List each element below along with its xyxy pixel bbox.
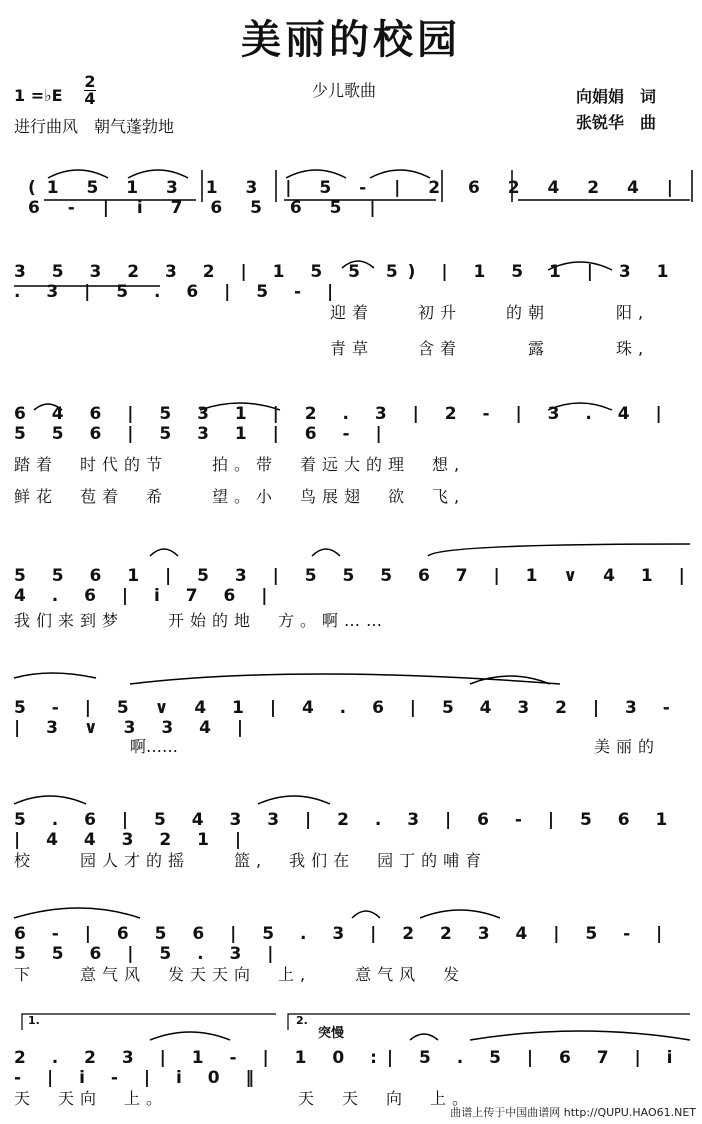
system-2-lyrics-verse-1: 迎着 初升 的朝 阳,	[330, 303, 650, 322]
system-8-lyrics-ending-1: 天 天向 上。	[14, 1089, 169, 1108]
system-1-notes: (1 5 1 3 1 3 | 5 - | 2 6 2 4 2 4 | 6 - | i 7 6 5 6 5 |	[28, 178, 684, 218]
system-3-notes: 6 4 6 | 5 3 1 | 2 . 3 | 2 - | 3 . 4 | 5 5 6 | 5 3 1 | 6 - |	[14, 404, 672, 444]
system-2-notes: 3 5 3 2 3 2 | 1 5 5 5) | 1 5 1 | 3 1 . 3 | 5 . 6 | 5 - |	[14, 262, 679, 302]
composer-credit: 张锐华 曲	[576, 113, 657, 132]
system-5-lyrics-ah: 啊……	[130, 737, 179, 756]
tempo-mark: 突慢	[318, 1026, 345, 1041]
volta-1-label: 1.	[28, 1014, 40, 1027]
time-signature	[84, 74, 96, 107]
key-signature	[14, 86, 63, 105]
system-6-notes: 5 . 6 | 5 4 3 3 | 2 . 3 | 6 - | 5 6 1 | 4 4 3 2 1 |	[14, 810, 678, 850]
score-system-8	[0, 1010, 702, 1110]
score-system-4	[0, 538, 702, 638]
system-8-volta-lines	[0, 1010, 702, 1050]
system-7-notes: 6 - | 6 5 6 | 5 . 3 | 2 2 3 4 | 5 - | 5 5 6 | 5 . 3 |	[14, 924, 673, 964]
song-title: 美丽的校园	[241, 17, 461, 63]
key-label: 1 =♭E	[14, 86, 63, 105]
system-2-lyrics-verse-2: 青草 含着 露 珠,	[330, 339, 650, 358]
score-system-6	[0, 784, 702, 884]
genre-label: 少儿歌曲	[312, 81, 377, 100]
score-system-7	[0, 898, 702, 998]
system-6-lyrics: 校 园人才的摇 篮, 我们在 园丁的哺育	[14, 851, 488, 870]
score-system-3	[0, 394, 702, 514]
source-watermark: 曲谱上传于中国曲谱网 http://QUPU.HAO61.NET	[450, 1106, 696, 1119]
system-5-notes: 5 - | 5 ∨ 4 1 | 4 . 6 | 5 4 3 2 | 3 - | 3 ∨ 3 3 4 |	[14, 698, 680, 738]
volta-2-label: 2.	[296, 1014, 308, 1027]
system-8-notes: 2 . 2 3 | 1 - | 1 0 :| 5 . 5 | 6 7 | i - | i - | i 0 ‖	[14, 1048, 683, 1088]
time-sig-top: 2	[84, 72, 96, 91]
system-3-lyrics-verse-2: 鲜花 苞着 希 望。小 鸟展翅 欲 飞,	[14, 487, 466, 506]
lyricist-credit: 向娟娟 词	[576, 87, 657, 106]
system-3-lyrics-verse-1: 踏着 时代的节 拍。带 着远大的理 想,	[14, 455, 466, 474]
score-system-2	[0, 252, 702, 372]
system-8-lyrics-ending-2: 天 天 向 上。	[298, 1089, 475, 1108]
system-7-lyrics: 下 意气风 发天天向 上, 意气风 发	[14, 965, 466, 984]
style-marking: 进行曲风 朝气蓬勃地	[14, 117, 175, 136]
score-system-5	[0, 664, 702, 764]
system-4-lyrics: 我们来到梦 开始的地 方。啊……	[14, 611, 389, 630]
system-5-lyrics-meili: 美丽的	[594, 737, 661, 756]
score-system-1	[0, 160, 702, 240]
time-sig-bottom: 4	[84, 89, 96, 108]
system-4-notes: 5 5 6 1 | 5 3 | 5 5 5 6 7 | 1 ∨ 4 1 | 4 . 6 | i 7 6 |	[14, 566, 695, 606]
